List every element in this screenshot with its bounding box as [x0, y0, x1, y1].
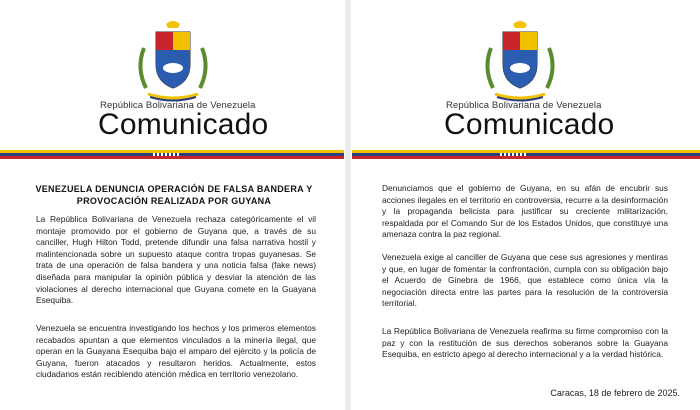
paragraph: La República Bolivariana de Venezuela rechaza categóricamente el vil montaje promovido por el gobierno de Guyana que, a través de su canciller, Hugh Hilton Todd, pretende difundir una falsa narrativa hostil y malintencionada sobre un supuesto ataque contra tropas guyanesas. Se trata de una operación de falsa bandera y una noticia falsa (fake news) diseñada para manipular la opinión pública y desviar la atención de las violaciones al derecho internacional que Guyana comete en la Guayana Esequiba.: [36, 214, 316, 306]
document-heading: Comunicado: [98, 108, 269, 141]
page-left: [0, 0, 344, 410]
paragraph: Venezuela se encuentra investigando los hechos y los primeros elementos recabados apuntan a que elementos vinculados a la minería ilegal, que operan en la Guayana Esequiba bajo el amparo del ejército y la policía de Guyana, fueron atacados y resultaron heridos. Actualmente, estos ciudadanos están recibiendo atención médica en territorio venezolano.: [36, 323, 316, 380]
coat-of-arms-icon: [128, 18, 218, 104]
page-right: [352, 0, 700, 410]
page-divider: [345, 0, 351, 410]
stars-band: [153, 153, 181, 156]
document-heading: Comunicado: [444, 108, 615, 141]
coat-of-arms-icon: [475, 18, 565, 104]
paragraph: La República Bolivariana de Venezuela reafirma su firme compromiso con la paz y con la restitución de sus derechos soberanos sobre la Guayana Esequiba, en estricto apego al derecho internacional y a la verdad histórica.: [382, 326, 668, 360]
stars-band: [500, 153, 528, 156]
statement-title: VENEZUELA DENUNCIA OPERACIÓN DE FALSA BANDERA Y PROVOCACIÓN REALIZADA POR GUYANA: [35, 184, 313, 206]
paragraph: Denunciamos que el gobierno de Guyana, en su afán de encubrir sus acciones ilegales en el territorio en controversia, recurre a la desinformación y la propaganda belicista para justificar su creciente militarización, respaldada por el Comando Sur de los Estados Unidos, que constituye una amenaza contra la paz regional.: [382, 183, 668, 240]
issuer-label: República Bolivariana de Venezuela: [100, 100, 256, 111]
issuer-label: República Bolivariana de Venezuela: [446, 100, 602, 111]
paragraph: Venezuela exige al canciller de Guyana que cese sus agresiones y mentiras y que, en lugar de fomentar la confrontación, cumpla con su obligación bajo el Acuerdo de Ginebra de 1966, que establece como única vía la negociación directa entre las partes para la resolución de la controversia territorial.: [382, 252, 668, 309]
date-line: Caracas, 18 de febrero de 2025.: [550, 388, 680, 398]
